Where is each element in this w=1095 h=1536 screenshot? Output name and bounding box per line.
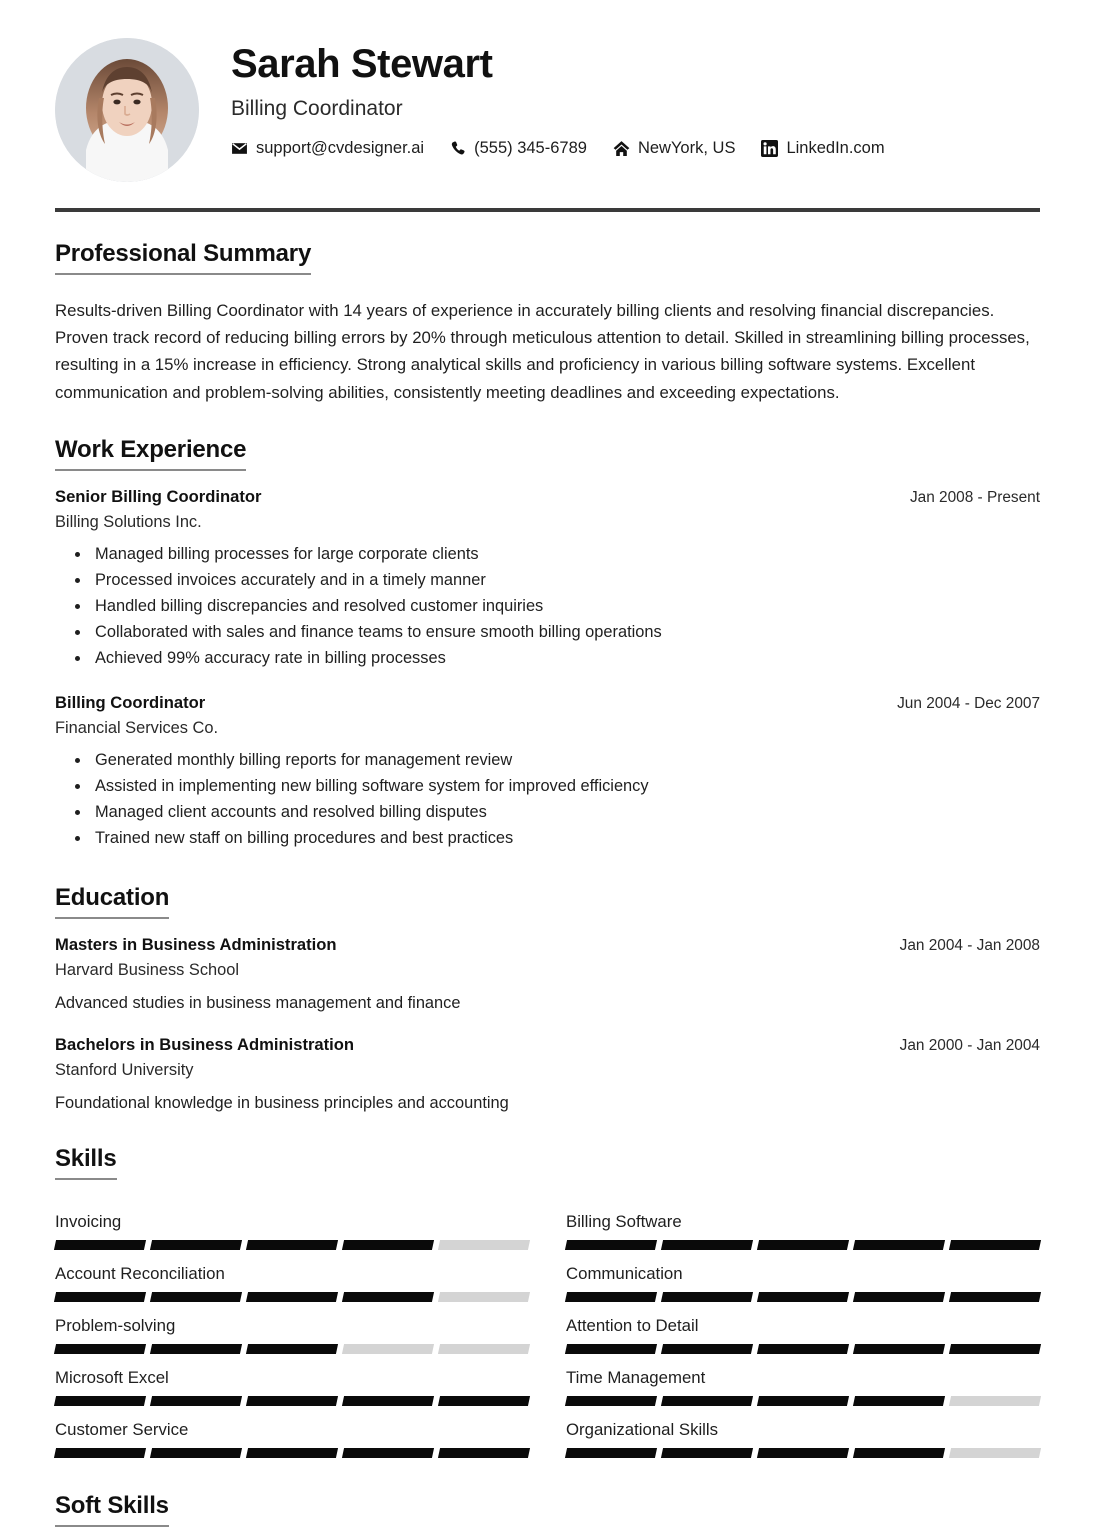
skill-level-segment — [246, 1240, 338, 1250]
skill-label: Attention to Detail — [566, 1316, 699, 1336]
skill-level-segment — [342, 1240, 434, 1250]
skill-label: Billing Software — [566, 1212, 682, 1232]
skill-level-segment — [342, 1292, 434, 1302]
list-item: • Collaborated with sales and finance teams to ensure smooth billing operations — [91, 620, 1040, 646]
skill-level-segment — [150, 1396, 242, 1406]
profile-photo-icon — [55, 38, 199, 182]
skill-level-segment — [342, 1344, 434, 1354]
skill-level-segment — [757, 1344, 849, 1354]
work-entry-date: Jan 2008 - Present — [909, 488, 1040, 506]
skill-level-segment — [853, 1448, 945, 1458]
contact-phone[interactable] — [450, 139, 587, 158]
skill-level-segment — [246, 1292, 338, 1302]
skill-level-segment — [438, 1344, 530, 1354]
page-title: Sarah Stewart — [231, 42, 493, 86]
skill-item — [55, 1302, 529, 1354]
section-heading-soft-skills: Soft Skills — [55, 1492, 169, 1527]
skill-level-bar — [566, 1448, 1040, 1458]
contact-linkedin[interactable] — [761, 139, 884, 158]
skill-level-segment — [438, 1292, 530, 1302]
section-soft-skills — [55, 1492, 1040, 1536]
skill-item — [566, 1354, 1040, 1406]
skill-level-segment — [949, 1396, 1041, 1406]
skill-level-segment — [342, 1396, 434, 1406]
skill-item — [55, 1354, 529, 1406]
skill-label: Invoicing — [55, 1212, 122, 1232]
skill-level-segment — [150, 1344, 242, 1354]
education-entry-date: Jan 2000 - Jan 2004 — [899, 1037, 1040, 1055]
contact-phone-label: (555) 345-6789 — [474, 139, 587, 157]
skill-level-segment — [150, 1240, 242, 1250]
work-entry-date: Jun 2004 - Dec 2007 — [897, 695, 1040, 713]
skill-level-segment — [949, 1292, 1041, 1302]
education-entry-desc: Foundational knowledge in business principles and accounting — [55, 1094, 509, 1113]
education-entry-date: Jan 2004 - Jan 2008 — [899, 937, 1040, 955]
education-entry — [55, 935, 1040, 1013]
avatar — [55, 38, 199, 182]
home-icon — [613, 140, 630, 157]
skill-label: Organizational Skills — [566, 1420, 719, 1440]
skill-level-segment — [565, 1344, 657, 1354]
skill-level-segment — [949, 1448, 1041, 1458]
skill-level-segment — [54, 1448, 146, 1458]
education-entry-school: Harvard Business School — [55, 961, 240, 980]
skill-level-segment — [661, 1448, 753, 1458]
skill-level-segment — [54, 1292, 146, 1302]
list-item: • Managed client accounts and resolved billing disputes — [91, 800, 1040, 826]
section-heading-education: Education — [55, 884, 169, 919]
skill-level-segment — [565, 1396, 657, 1406]
work-entry-bullets — [55, 748, 1040, 852]
section-skills — [55, 1145, 1040, 1458]
skill-level-segment — [150, 1448, 242, 1458]
job-title: Billing Coordinator — [231, 97, 403, 120]
skill-level-segment — [150, 1292, 242, 1302]
skill-level-segment — [661, 1396, 753, 1406]
identity-block — [201, 36, 885, 158]
contact-linkedin-label: LinkedIn.com — [786, 139, 885, 157]
skill-item — [566, 1302, 1040, 1354]
skill-level-segment — [853, 1240, 945, 1250]
education-entry-desc: Advanced studies in business management and finance — [55, 994, 461, 1013]
skill-level-segment — [661, 1292, 753, 1302]
contact-email-label: support@cvdesigner.ai — [256, 139, 425, 157]
skill-level-bar — [566, 1396, 1040, 1406]
resume-header — [55, 0, 1040, 182]
work-entry-title: Senior Billing Coordinator — [55, 486, 262, 506]
envelope-icon — [231, 140, 248, 157]
section-heading-skills: Skills — [55, 1145, 117, 1180]
skill-level-bar — [566, 1292, 1040, 1302]
skill-label: Problem-solving — [55, 1316, 176, 1336]
skill-level-bar — [55, 1292, 529, 1302]
work-entry-title: Billing Coordinator — [55, 693, 206, 713]
skill-label: Communication — [566, 1264, 683, 1284]
skill-level-segment — [853, 1292, 945, 1302]
section-education — [55, 884, 1040, 1113]
skill-level-segment — [246, 1396, 338, 1406]
skill-level-segment — [661, 1344, 753, 1354]
list-item: • Generated monthly billing reports for management review — [91, 748, 1040, 774]
phone-icon — [450, 140, 466, 157]
skill-level-segment — [565, 1448, 657, 1458]
skill-item — [55, 1198, 529, 1250]
skill-level-segment — [853, 1344, 945, 1354]
skill-level-segment — [949, 1240, 1041, 1250]
education-entry-title: Masters in Business Administration — [55, 935, 337, 955]
education-entry-title: Bachelors in Business Administration — [55, 1035, 355, 1055]
skill-level-segment — [438, 1240, 530, 1250]
skill-level-segment — [54, 1396, 146, 1406]
section-professional-summary — [55, 240, 1040, 406]
contact-list — [231, 139, 885, 158]
skill-label: Time Management — [566, 1368, 706, 1388]
section-heading-summary: Professional Summary — [55, 240, 311, 275]
skill-level-segment — [661, 1240, 753, 1250]
section-heading-work: Work Experience — [55, 436, 246, 471]
skill-level-segment — [565, 1240, 657, 1250]
skill-level-segment — [246, 1448, 338, 1458]
education-entry-school: Stanford University — [55, 1061, 194, 1080]
linkedin-icon — [761, 140, 778, 157]
skill-level-bar — [566, 1344, 1040, 1354]
skill-level-segment — [949, 1344, 1041, 1354]
skill-level-bar — [55, 1344, 529, 1354]
contact-email[interactable] — [231, 139, 424, 158]
list-item: • Processed invoices accurately and in a timely manner — [91, 568, 1040, 594]
skill-level-segment — [246, 1344, 338, 1354]
work-entry-bullets — [55, 542, 1040, 672]
list-item: • Handled billing discrepancies and resolved customer inquiries — [91, 594, 1040, 620]
skill-item — [566, 1198, 1040, 1250]
skill-level-bar — [55, 1240, 529, 1250]
skill-level-segment — [757, 1448, 849, 1458]
skill-level-segment — [438, 1396, 530, 1406]
summary-paragraph: Results-driven Billing Coordinator with 14 years of experience in accurately billing clients and resolving financial discrepancies. Proven track record of reducing billing errors by 20% through meticulous attention to detail. Skilled in streamlining billing processes, resulting in a 15% increase in efficiency. Strong analytical skills and proficiency in various billing software systems. Excellent communication and problem-solving abilities, consistently meeting deadlines and exceeding expectations. — [55, 301, 1030, 402]
contact-location-label: NewYork, US — [637, 139, 736, 157]
skill-item — [566, 1406, 1040, 1458]
skill-level-segment — [853, 1396, 945, 1406]
list-item: • Achieved 99% accuracy rate in billing processes — [91, 646, 1040, 672]
skill-item — [55, 1406, 529, 1458]
contact-location[interactable] — [613, 139, 736, 158]
skill-level-segment — [54, 1240, 146, 1250]
skill-level-segment — [438, 1448, 530, 1458]
section-work-experience — [55, 436, 1040, 852]
avatar-container — [55, 36, 201, 182]
skill-level-bar — [55, 1396, 529, 1406]
work-entry — [55, 693, 1040, 852]
skill-level-segment — [757, 1396, 849, 1406]
skill-label: Customer Service — [55, 1420, 189, 1440]
skill-label: Microsoft Excel — [55, 1368, 169, 1388]
skills-grid — [55, 1198, 1040, 1458]
work-entry-org: Billing Solutions Inc. — [55, 512, 202, 531]
skill-level-segment — [565, 1292, 657, 1302]
list-item: • Trained new staff on billing procedures and best practices — [91, 826, 1040, 852]
list-item: • Managed billing processes for large corporate clients — [91, 542, 1040, 568]
work-entry — [55, 487, 1040, 672]
list-item: • Assisted in implementing new billing software system for improved efficiency — [91, 774, 1040, 800]
skill-level-segment — [54, 1344, 146, 1354]
skill-level-segment — [757, 1240, 849, 1250]
header-divider — [55, 208, 1040, 212]
skill-level-segment — [757, 1292, 849, 1302]
skill-item — [566, 1250, 1040, 1302]
work-entry-org: Financial Services Co. — [55, 719, 219, 738]
skill-level-segment — [342, 1448, 434, 1458]
skill-level-bar — [55, 1448, 529, 1458]
skill-label: Account Reconciliation — [55, 1264, 225, 1284]
education-entry — [55, 1035, 1040, 1113]
skill-level-bar — [566, 1240, 1040, 1250]
skill-item — [55, 1250, 529, 1302]
